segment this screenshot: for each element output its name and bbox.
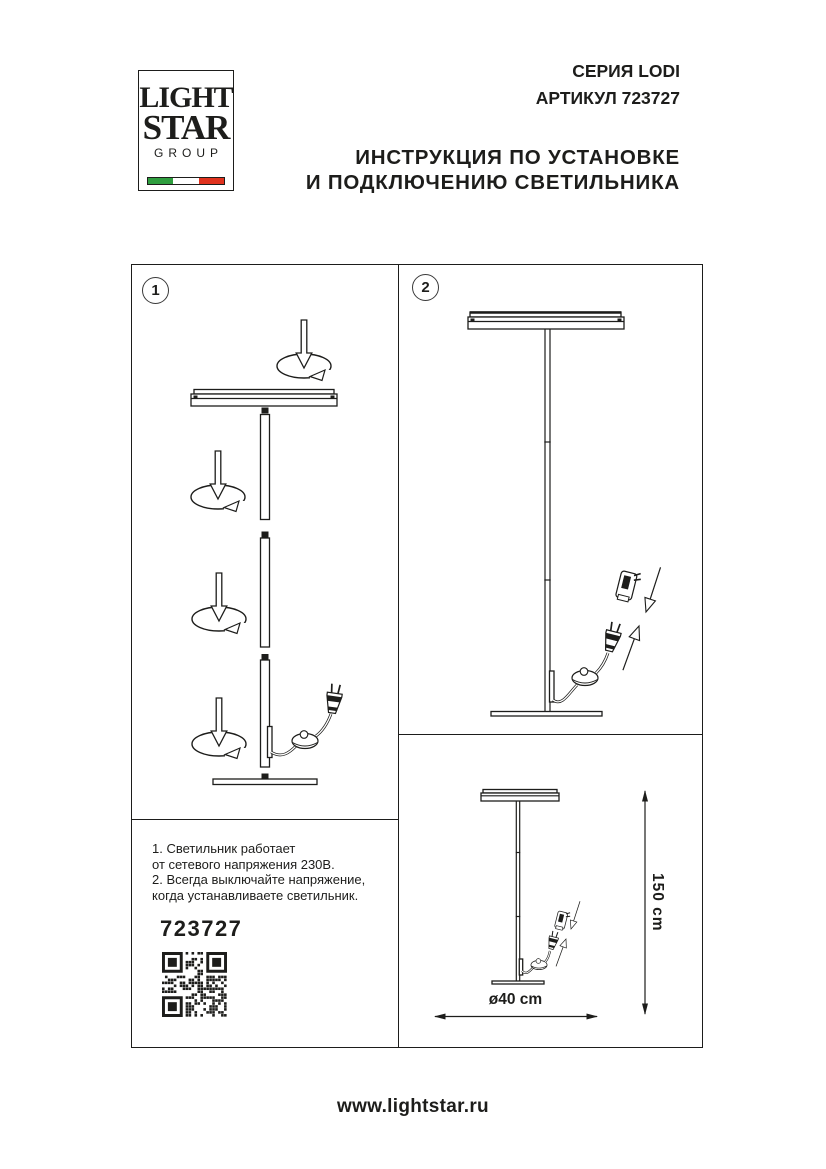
pole-segment-2 <box>261 532 270 648</box>
panel-step1 <box>132 265 399 820</box>
safety-notes <box>152 841 365 903</box>
inline-switch <box>531 959 547 970</box>
document-title-line2: И ПОДКЛЮЧЕНИЮ СВЕТИЛЬНИКА <box>305 171 680 194</box>
lamp-head <box>191 390 337 407</box>
italian-flag-icon <box>147 177 225 185</box>
document-title <box>306 145 680 195</box>
logo-text-light: LIGHT <box>139 81 233 114</box>
connect-down-arrow-icon <box>568 900 583 930</box>
rotate-arrow-icon <box>192 698 246 759</box>
lightstar-logo <box>138 70 234 191</box>
rotate-arrow-icon <box>191 451 245 512</box>
article-number: 723727 <box>160 916 243 941</box>
power-plug <box>602 621 624 653</box>
lamp-head <box>481 790 559 802</box>
connect-up-arrow-icon <box>618 624 644 672</box>
diameter-dimension-line <box>434 1014 598 1020</box>
instruction-grid <box>131 264 703 1048</box>
inline-switch <box>292 731 318 749</box>
power-plug <box>325 683 344 714</box>
website-url: www.lightstar.ru <box>337 1096 489 1117</box>
step2-connection-diagram <box>399 265 701 735</box>
socket-connector <box>554 910 571 931</box>
power-cord <box>553 621 623 702</box>
lamp-base <box>491 712 602 717</box>
rotate-arrow-icon <box>277 320 331 381</box>
logo-text-star: STAR <box>142 107 230 147</box>
inline-switch <box>572 668 598 686</box>
step1-number-badge: 1 <box>142 277 169 304</box>
qr-code <box>162 952 227 1017</box>
connect-down-arrow-icon <box>641 566 666 614</box>
panel-notes <box>132 820 399 1047</box>
diameter-dimension-label: ø40 cm <box>488 991 543 1008</box>
pole-segment-3 <box>261 654 273 767</box>
step2-number-badge: 2 <box>412 274 439 301</box>
step1-assembly-diagram <box>132 265 399 820</box>
lamp-pole <box>516 801 523 981</box>
note-line: 1. Светильник работает <box>152 841 296 856</box>
lamp-base <box>492 981 544 984</box>
panel-step2 <box>399 265 702 735</box>
series-label: СЕРИЯ LODI <box>572 61 680 81</box>
logo-text-group: GROUP <box>153 146 223 161</box>
note-line: когда устанавливаете светильник. <box>152 887 359 903</box>
pole-segment-1 <box>261 408 270 520</box>
panel-dimensions <box>399 735 702 1047</box>
power-cord <box>271 683 343 755</box>
document-title-line1: ИНСТРУКЦИЯ ПО УСТАНОВКЕ <box>355 146 680 169</box>
lamp-pole <box>544 329 554 712</box>
power-cord <box>522 930 560 972</box>
note-line: 2. Всегда выключайте напряжение, <box>152 872 366 887</box>
height-dimension-label: 150 cm <box>649 873 666 932</box>
rotate-arrow-icon <box>192 573 246 634</box>
lamp-head <box>468 312 624 329</box>
power-plug <box>546 930 559 950</box>
article-label: АРТИКУЛ 723727 <box>535 88 680 108</box>
lamp-base <box>213 774 317 785</box>
note-line: от сетевого напряжения 230В. <box>152 856 335 872</box>
socket-connector <box>615 569 642 604</box>
